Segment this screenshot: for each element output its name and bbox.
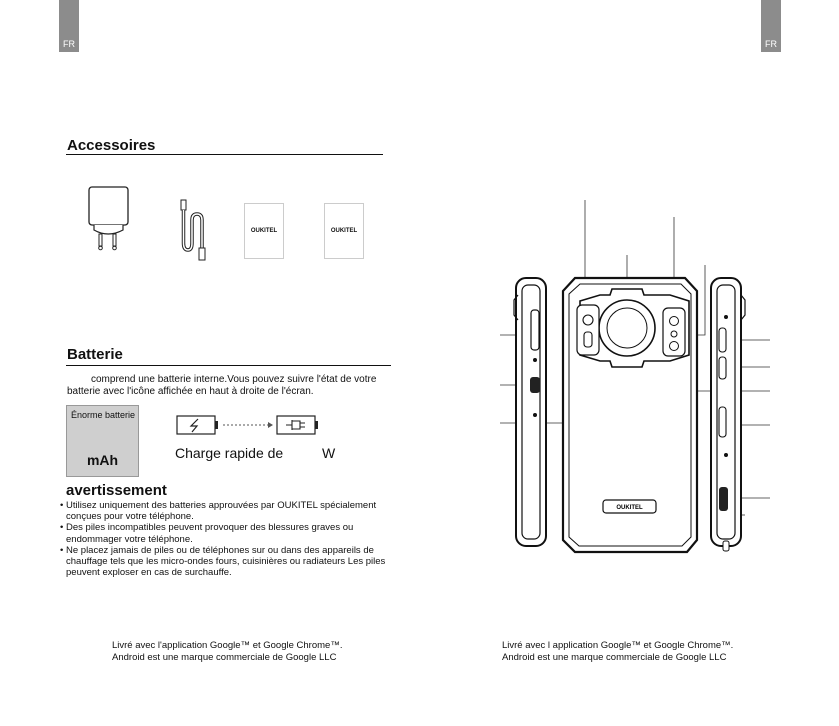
- batterie-heading: Batterie: [67, 346, 123, 363]
- battery-unit: mAh: [86, 452, 119, 468]
- phone-right-side: [711, 278, 745, 551]
- warranty-card: [324, 203, 364, 259]
- footer-line2: Android est une marque commerciale de Google LLC: [502, 652, 727, 663]
- accessoires-heading: Accessoires: [67, 137, 156, 154]
- card-brand: OUKITEL: [330, 228, 358, 234]
- warning-item: • Utilisez uniquement des batteries approuvées par OUKITEL spécialement conçues pour votre téléphone.: [60, 500, 400, 522]
- phone-brand-logo: OUKITEL: [616, 505, 643, 511]
- fast-charge-unit: W: [322, 445, 336, 461]
- warning-item: • Ne placez jamais de piles ou de téléphones sur ou dans des appareils de chauffage tels que les micro-ondes fours, cuisinières ou radiateurs Les piles peuvent exploser en cas de surchauffe.: [60, 545, 400, 579]
- fast-charge-diagram: [176, 413, 318, 439]
- battery-plug-icon: [277, 416, 318, 434]
- footer-left: [112, 640, 342, 664]
- language-tab-left: [59, 0, 79, 52]
- battery-box-label: Énorme batterie: [71, 410, 136, 420]
- battery-intro-line2: batterie avec l'icône affichée en haut à droite de l'écran.: [67, 386, 314, 397]
- fast-charge-text: Charge rapide de: [175, 445, 284, 461]
- language-tab-label: FR: [765, 39, 777, 49]
- footer-right: [502, 640, 733, 664]
- card-brand: OUKITEL: [250, 228, 278, 234]
- phone-diagram: [500, 195, 770, 565]
- battery-capacity-box: [66, 405, 139, 477]
- usb-cable-icon: [172, 198, 212, 268]
- warning-list: [60, 500, 400, 578]
- footer-line1: Livré avec l'application Google™ et Google Chrome™.: [112, 640, 343, 651]
- manual-card: [244, 203, 284, 259]
- footer-line1: Livré avec l application Google™ et Google Chrome™.: [502, 640, 734, 651]
- battery-intro-line1: comprend une batterie interne.Vous pouvez suivre l'état de votre: [91, 374, 377, 385]
- battery-bolt-icon: [177, 416, 218, 434]
- avertissement-heading: avertissement: [66, 482, 167, 499]
- phone-left-side: [514, 278, 546, 546]
- language-tab-label: FR: [63, 39, 75, 49]
- phone-back: [563, 278, 697, 552]
- language-tab-right: [761, 0, 781, 52]
- charger-icon: [86, 186, 132, 256]
- heading-rule: [66, 365, 391, 366]
- heading-rule: [66, 154, 383, 155]
- footer-line2: Android est une marque commerciale de Google LLC: [112, 652, 337, 663]
- warning-item: • Des piles incompatibles peuvent provoquer des blessures graves ou endommager votre téléphone.: [60, 522, 400, 544]
